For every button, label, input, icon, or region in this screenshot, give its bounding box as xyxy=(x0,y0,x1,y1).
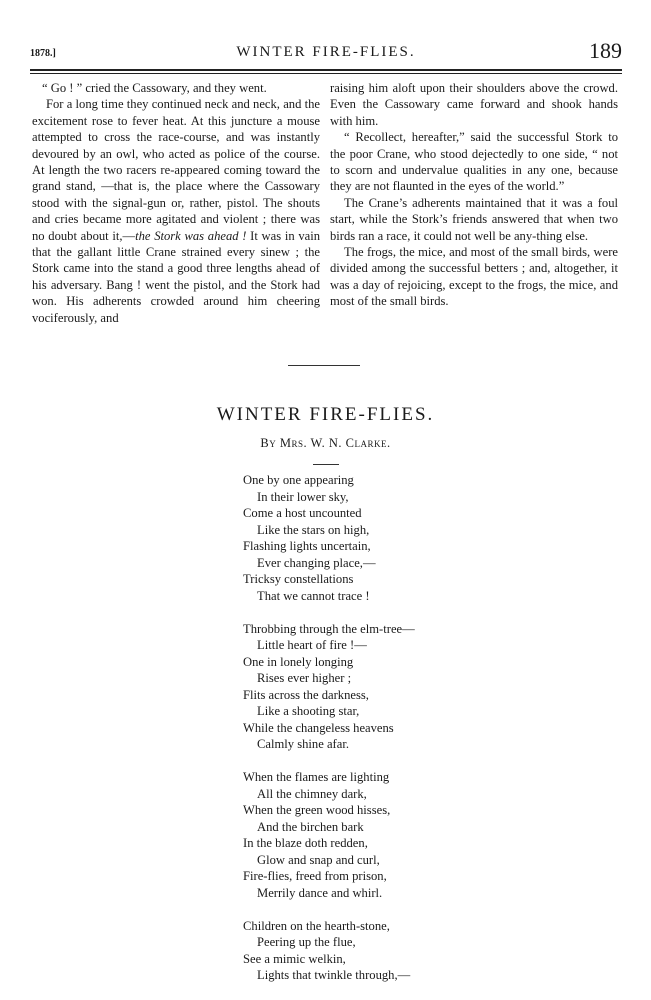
running-header xyxy=(30,38,622,66)
poem-line: And the birchen bark xyxy=(257,819,364,834)
right-column xyxy=(330,80,618,310)
poem-line: Come a host uncounted xyxy=(243,506,362,520)
poem-line: In the blaze doth redden, xyxy=(243,836,368,850)
poem-line: When the flames are lighting xyxy=(243,770,390,784)
poem-line: Like a shooting star, xyxy=(257,704,360,718)
poem-line: Like the stars on high, xyxy=(257,522,370,537)
poem-line: Ever changing place,— xyxy=(257,555,376,570)
poem-body xyxy=(243,472,415,1000)
paragraph xyxy=(32,96,320,326)
poem-line: Tricksy constellations xyxy=(243,572,354,586)
poem-line: One by one appearing xyxy=(243,473,354,487)
paragraph: “ Recollect, hereafter,” said the successful Stork to the poor Crane, who stood dejectedly to one side, “ not to scorn and undervalue qualities in any one, because they are not flaunted in the eyes of the world.” xyxy=(330,130,618,194)
paragraph-text: It was in vain that the gallant little Crane strained every sinew ; the Stork came into the stand a good three lengths ahead of his adversary. Bang ! went the pistol, and the Stork had won. His adherents crowded around him cheering vociferously, and xyxy=(32,228,321,325)
poem-line: In their lower sky, xyxy=(257,489,349,504)
emphasis-text: the Stork was ahead ! xyxy=(135,228,247,243)
header-rule-thick xyxy=(30,69,622,71)
poem-line: One in lonely longing xyxy=(243,654,354,669)
poem-line: Lights that twinkle through,— xyxy=(257,968,411,982)
poem-line: Merrily dance and whirl. xyxy=(257,885,383,900)
poem-stanza xyxy=(243,769,415,901)
header-year: 1878.] xyxy=(30,48,56,59)
poem-line: Flits across the darkness, xyxy=(243,687,369,702)
poem-stanza xyxy=(243,918,415,984)
poem-line: Little heart of fire !— xyxy=(257,638,367,652)
poem-line: Flashing lights uncertain, xyxy=(243,539,371,553)
poem-byline: By Mrs. W. N. Clarke. xyxy=(260,436,391,450)
poem-line: Fire-flies, freed from prison, xyxy=(243,869,387,883)
poem-line: When the green wood hisses, xyxy=(243,803,391,817)
poem-line: Children on the hearth-stone, xyxy=(243,918,390,933)
poem-line: Calmly shine afar. xyxy=(257,737,349,751)
paragraph-text: For a long time they continued neck and neck, and the excitement rose to fever heat. At this juncture a mouse attempted to cross the race-course, and was instantly devoured by an owl, who acted as police of the course. At length the two racers re-appeared coming toward the grand stand, —that is, the place where the Cassowary stood with the signal-gun or, rather, pistol. The shouts and cries became more agitated and violent ; there was no doubt about it,— xyxy=(32,97,320,243)
byline-rule xyxy=(313,464,339,465)
paragraph: The Crane’s adherents maintained that it was a foul start, while the Stork’s friends answered that when two birds ran a race, it could not well be any-thing else. xyxy=(330,195,618,243)
paragraph: “ Go ! ” cried the Cassowary, and they went. xyxy=(42,81,267,95)
poem-line: Throbbing through the elm-tree— xyxy=(243,621,415,636)
poem-line: While the changeless heavens xyxy=(243,720,394,735)
poem-line: Peering up the flue, xyxy=(257,935,356,949)
paragraph: The frogs, the mice, and most of the small birds, were divided among the successful betters ; and, altogether, it was a day of rejoicing, except to the frogs, the mice, and most of the small birds. xyxy=(330,245,618,309)
page-number: 189 xyxy=(589,38,622,63)
header-rule-thin xyxy=(30,73,622,74)
poem-line: All the chimney dark, xyxy=(257,786,367,801)
poem-line: Rises ever higher ; xyxy=(257,671,352,685)
poem-line: That we cannot trace ! xyxy=(257,588,370,603)
poem-line: Glow and snap and curl, xyxy=(257,852,380,867)
poem-line: See a mimic welkin, xyxy=(243,951,346,966)
paragraph: raising him aloft upon their shoulders above the crowd. Even the Cassowary came forward and shook hands with him. xyxy=(330,81,618,128)
poem-stanza xyxy=(243,621,415,753)
poem-stanza xyxy=(243,472,415,604)
header-title: WINTER FIRE-FLIES. xyxy=(236,44,416,60)
section-separator xyxy=(288,365,360,366)
poem-title: WINTER FIRE-FLIES. xyxy=(216,404,435,425)
left-column xyxy=(32,80,320,326)
